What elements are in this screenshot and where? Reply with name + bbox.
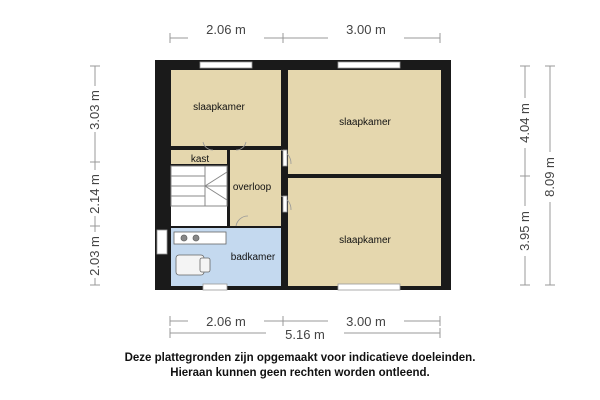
room-bedroom-bottom-right	[288, 178, 441, 286]
dim-bottom-right: 3.00 m	[346, 314, 386, 329]
dim-right-total: 8.09 m	[542, 157, 557, 197]
dim-right-top: 4.04 m	[517, 103, 532, 143]
label-bedroom-top-right: slaapkamer	[339, 117, 391, 128]
dim-bottom-total: 5.16 m	[285, 327, 325, 342]
dim-top-left: 2.06 m	[206, 22, 246, 37]
dim-right-bottom: 3.95 m	[517, 211, 532, 251]
label-bedroom-left: slaapkamer	[193, 102, 245, 113]
disclaimer-line-1: Deze plattegronden zijn opgemaakt voor indicatieve doeleinden.	[124, 352, 476, 364]
disclaimer-line-2: Hieraan kunnen geen rechten worden ontleend.	[170, 367, 430, 379]
dim-bottom-left: 2.06 m	[206, 314, 246, 329]
dim-top-right: 3.00 m	[346, 22, 386, 37]
dim-left-middle: 2.14 m	[87, 174, 102, 214]
dim-left-top: 3.03 m	[87, 90, 102, 130]
label-bedroom-bottom-right: slaapkamer	[339, 235, 391, 246]
dim-left-bottom: 2.03 m	[87, 236, 102, 276]
label-closet: kast	[190, 154, 210, 165]
label-bathroom: badkamer	[230, 252, 276, 263]
label-landing: overloop	[232, 182, 272, 193]
